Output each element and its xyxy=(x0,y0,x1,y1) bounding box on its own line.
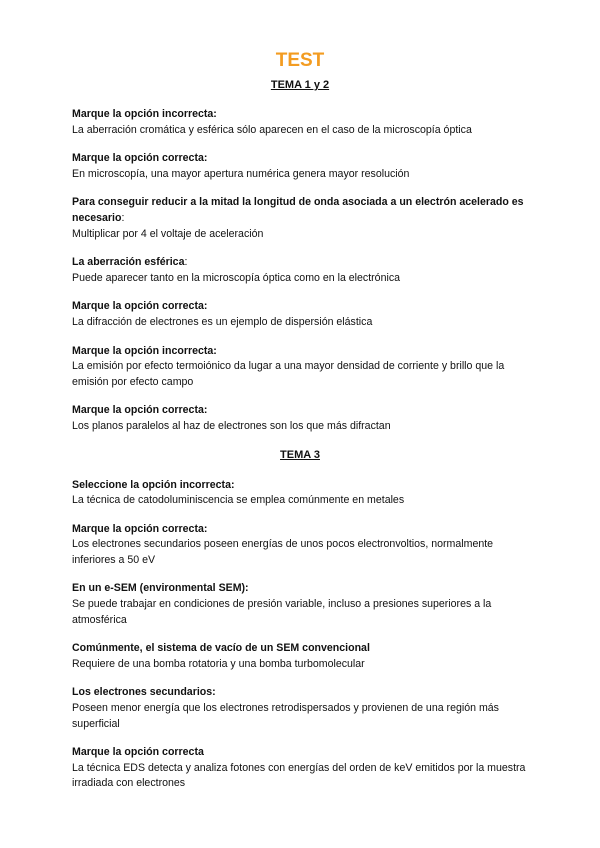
answer-text: En microscopía, una mayor apertura numérica genera mayor resolución xyxy=(72,167,410,180)
question-item xyxy=(72,641,528,672)
question-suffix: : xyxy=(184,256,188,269)
answer-text: La difracción de electrones es un ejemplo de dispersión elástica xyxy=(72,315,373,328)
question-item xyxy=(72,344,528,391)
question-item xyxy=(72,685,528,732)
question-text xyxy=(72,255,528,271)
question-text: Marque la opción correcta: xyxy=(72,404,208,417)
question-text-bold: Para conseguir reducir a la mitad la longitud de onda asociada a un electrón acelerado es necesario xyxy=(72,196,524,224)
answer-text: La técnica de catodoluminiscencia se emplea comúnmente en metales xyxy=(72,494,405,507)
question-text: Comúnmente, el sistema de vacío de un SEM convencional xyxy=(72,642,370,655)
question-item xyxy=(72,195,528,242)
answer-text: Se puede trabajar en condiciones de presión variable, incluso a presiones superiores a la atmosférica xyxy=(72,598,492,626)
answer-text: Los planos paralelos al haz de electrones son los que más difractan xyxy=(72,419,391,432)
answer-text: Los electrones secundarios poseen energías de unos pocos electronvoltios, normalmente inferiores a 50 eV xyxy=(72,538,494,566)
question-text: Seleccione la opción incorrecta: xyxy=(72,478,235,491)
section-heading-tema-1-2: TEMA 1 y 2 xyxy=(270,79,330,91)
question-text: Marque la opción correcta xyxy=(72,746,204,759)
answer-text: Puede aparecer tanto en la microscopía óptica como en la electrónica xyxy=(72,271,401,284)
question-item xyxy=(72,522,528,569)
section-heading-tema-3: TEMA 3 xyxy=(280,448,320,461)
answer-text: La aberración cromática y esférica sólo aparecen en el caso de la microscopía óptica xyxy=(72,123,472,136)
question-text-bold: La aberración esférica xyxy=(72,256,185,269)
question-item xyxy=(72,255,528,286)
answer-text: Requiere de una bomba rotatoria y una bomba turbomolecular xyxy=(72,657,365,670)
answer-text: Poseen menor energía que los electrones retrodispersados y provienen de una región más superficial xyxy=(72,702,499,730)
question-text: Los electrones secundarios: xyxy=(72,686,216,699)
question-item xyxy=(72,745,528,792)
page-title: TEST xyxy=(275,50,325,71)
question-item xyxy=(72,299,528,330)
question-text: Marque la opción correcta: xyxy=(72,522,208,535)
question-text: En un e-SEM (environmental SEM): xyxy=(72,582,249,595)
answer-text: La emisión por efecto termoiónico da lugar a una mayor densidad de corriente y brillo que la emisión por efecto campo xyxy=(72,360,505,388)
question-text: Marque la opción incorrecta: xyxy=(72,344,217,357)
question-text xyxy=(72,195,528,226)
question-item xyxy=(72,151,528,182)
question-text: Marque la opción incorrecta: xyxy=(72,108,217,120)
question-list-tema-3 xyxy=(72,478,528,793)
question-item xyxy=(72,478,528,509)
question-item xyxy=(72,107,528,138)
question-list-tema-1-2 xyxy=(72,107,528,435)
question-suffix: : xyxy=(121,211,125,224)
question-text: Marque la opción correcta: xyxy=(72,152,208,165)
question-item xyxy=(72,403,528,434)
question-item xyxy=(72,581,528,628)
question-text: Marque la opción correcta: xyxy=(72,300,208,313)
answer-text: La técnica EDS detecta y analiza fotones con energías del orden de keV emitidos por la muestra irradiada con electrones xyxy=(72,761,526,790)
answer-text: Multiplicar por 4 el voltaje de aceleración xyxy=(72,227,264,240)
